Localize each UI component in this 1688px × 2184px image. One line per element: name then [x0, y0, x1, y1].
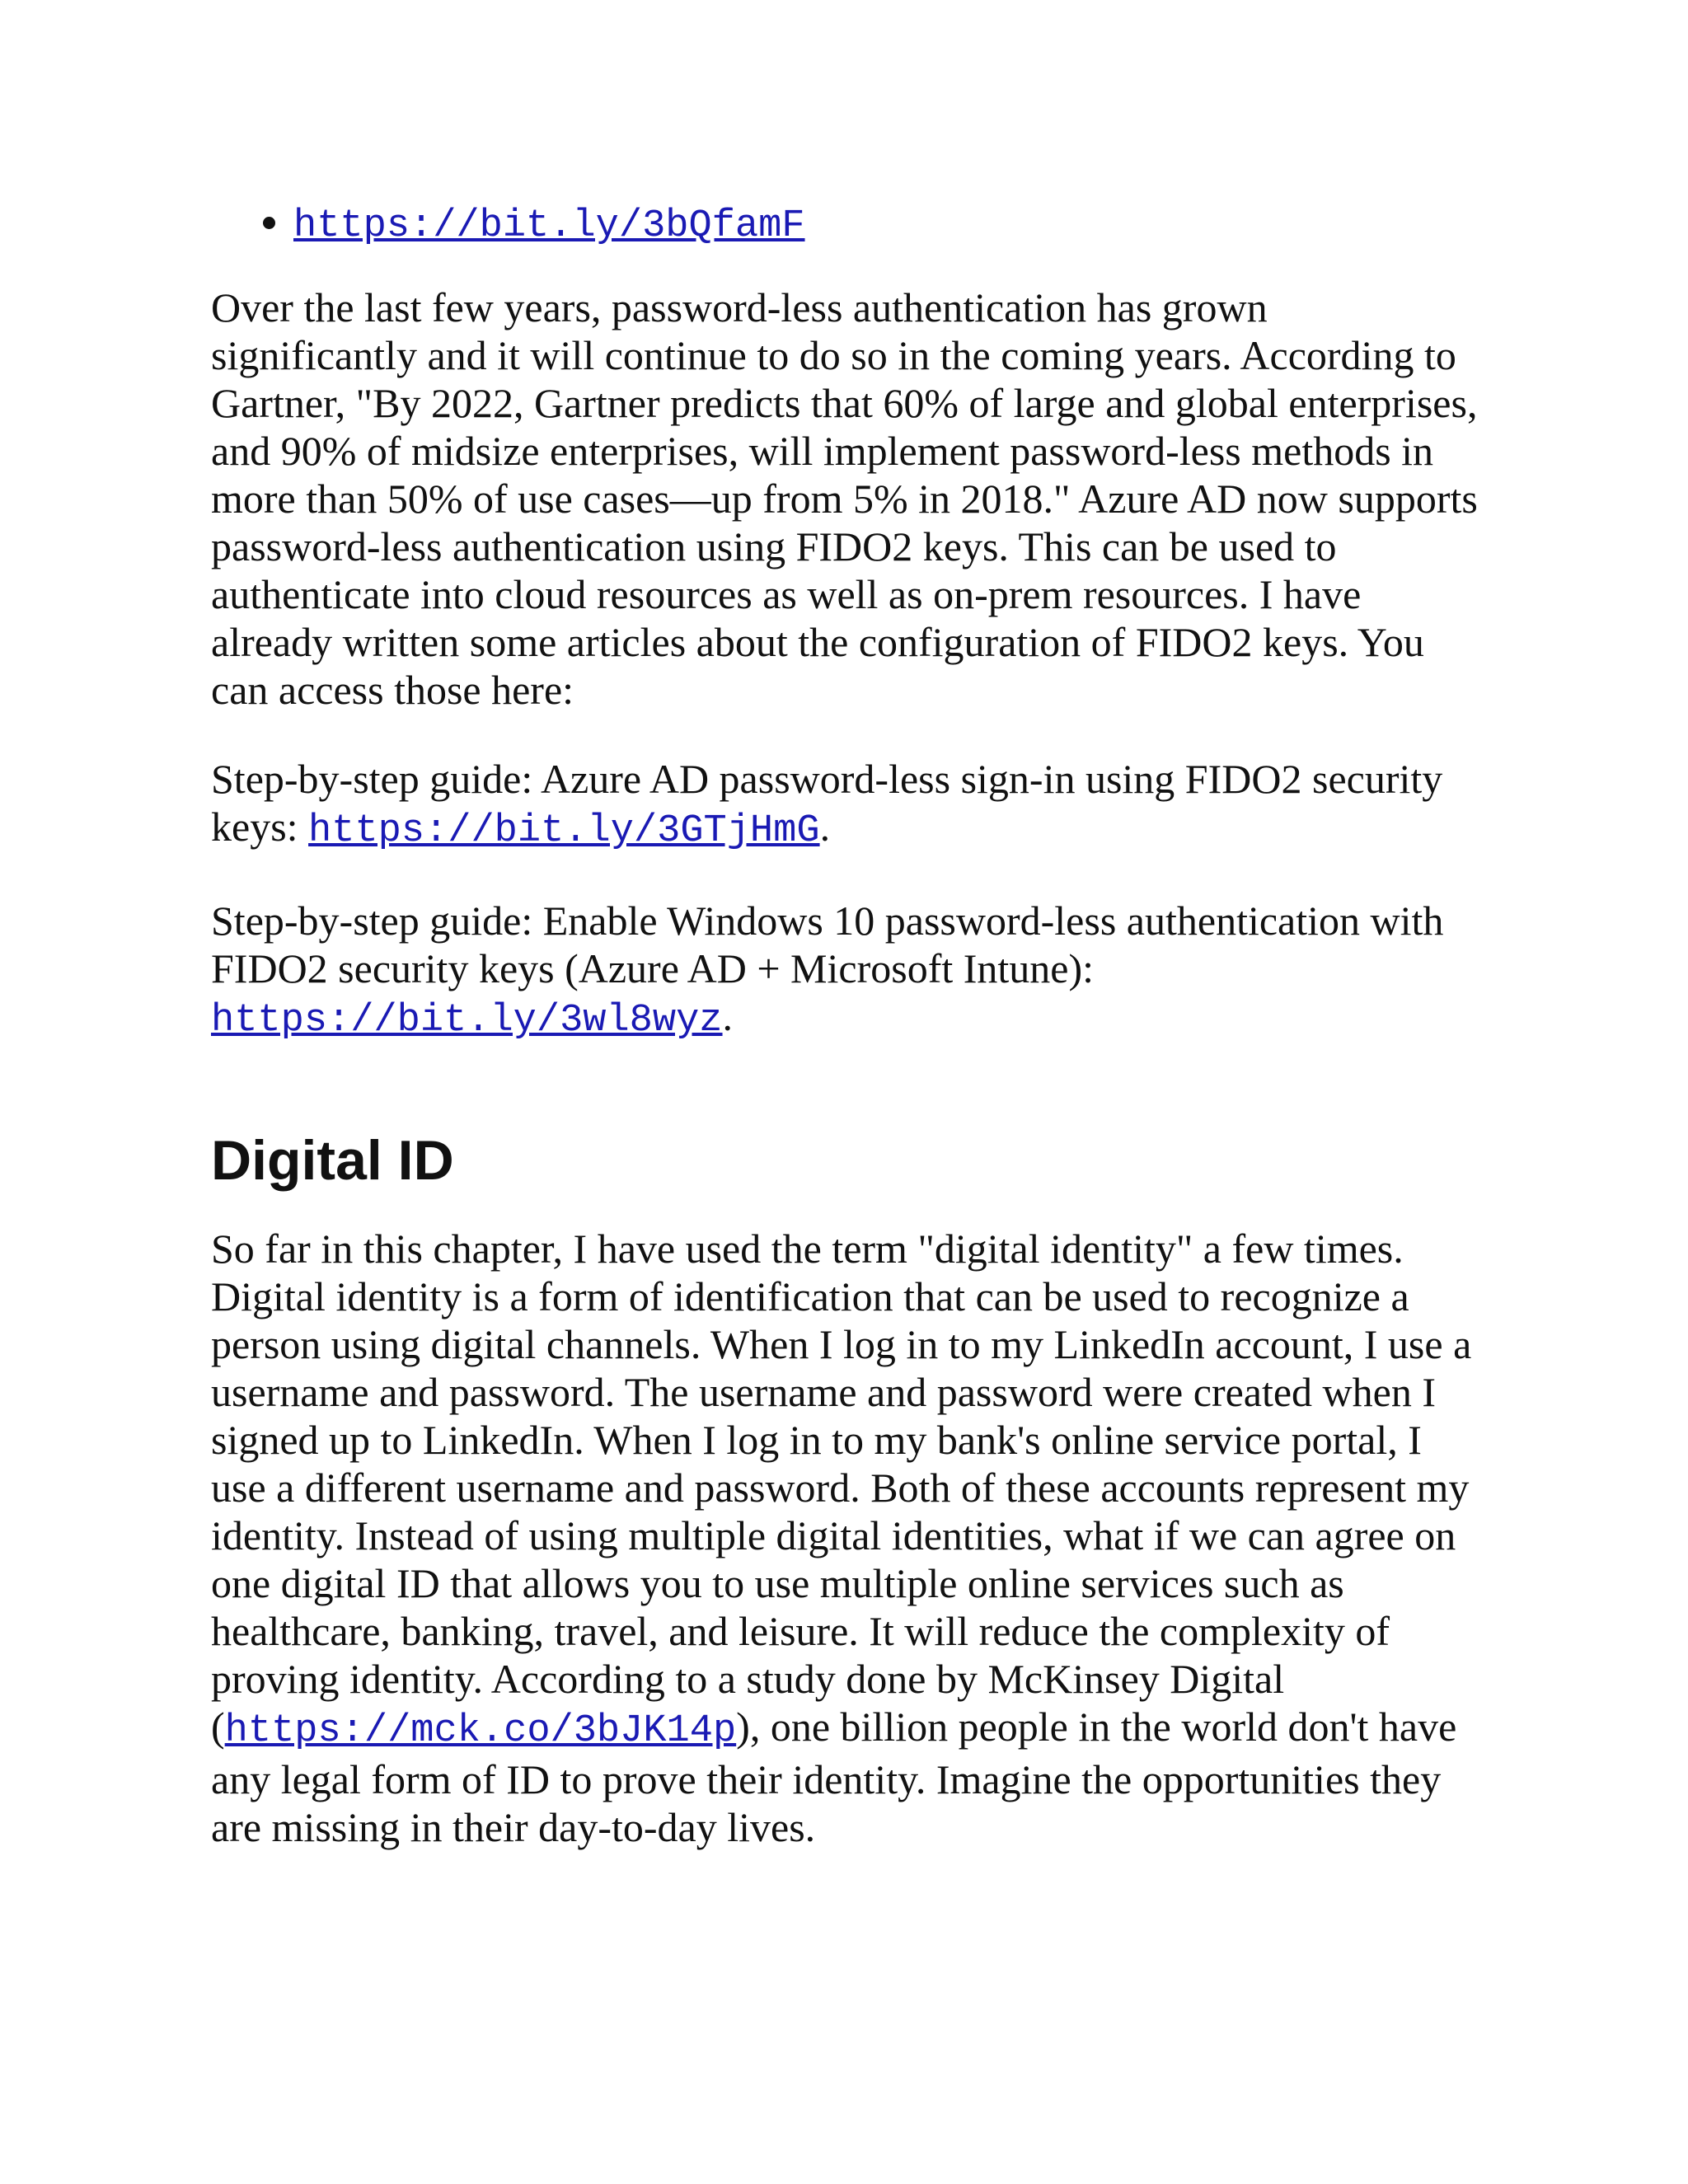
guide-windows10-text: Step-by-step guide: Enable Windows 10 password-less authentication with FIDO2 security keys (Azure AD + Microsoft Intune): [211, 898, 1444, 991]
list-item [293, 198, 1480, 251]
bitly-link-3gtjhmg[interactable]: https://bit.ly/3GTjHmG [308, 809, 820, 853]
guide-windows10-suffix: . [722, 993, 734, 1039]
paragraph-guide-azure-ad [211, 755, 1480, 855]
bitly-link-3wl8wyz[interactable]: https://bit.ly/3wl8wyz [211, 999, 723, 1043]
bitly-link-3bqfamf[interactable]: https://bit.ly/3bQfamF [293, 204, 805, 248]
mckinsey-link[interactable]: https://mck.co/3bJK14p [224, 1709, 737, 1753]
guide-azure-ad-text: Step-by-step guide: Azure AD password-less sign-in using FIDO2 security keys: [211, 756, 1443, 850]
guide-azure-ad-suffix: . [819, 804, 831, 850]
section-heading-digital-id: Digital ID [211, 1129, 454, 1192]
digital-id-text-before: So far in this chapter, I have used the term "digital identity" a few times. Digital identity is a form of identification that can be used to recognize a person using digital channels. When I log in to my LinkedIn account, I use a username and password. The username and password were created when I signed up to LinkedIn. When I log in to my bank's online service portal, I use a different username and password. Both of these accounts represent my identity. Instead of using multiple digital identities, what if we can agree on one digital ID that allows you to use multiple online services such as healthcare, banking, travel, and leisure. It will reduce the complexity of proving identity. According to a study done by McKinsey Digital ( [211, 1226, 1472, 1750]
paragraph-passwordless-intro: Over the last few years, password-less authentication has grown significantly and it will continue to do so in the coming years. According to Gartner, "By 2022, Gartner predicts that 60% of large and global enterprises, and 90% of midsize enterprises, will implement password-less methods in more than 50% of use cases—up from 5% in 2018." Azure AD now supports password-less authentication using FIDO2 keys. This can be used to authenticate into cloud resources as well as on-prem resources. I have already written some articles about the configuration of FIDO2 keys. You can access those here: [211, 284, 1478, 713]
paragraph-guide-windows10 [211, 897, 1480, 1045]
document-page [211, 198, 1480, 1892]
paragraph-digital-id [211, 1225, 1480, 1851]
link-list [211, 198, 1480, 251]
digital-id-text-after: ), one billion people in the world don't have any legal form of ID to prove their identity. Imagine the opportunities they are missing in their day-to-day lives. [211, 1704, 1457, 1850]
